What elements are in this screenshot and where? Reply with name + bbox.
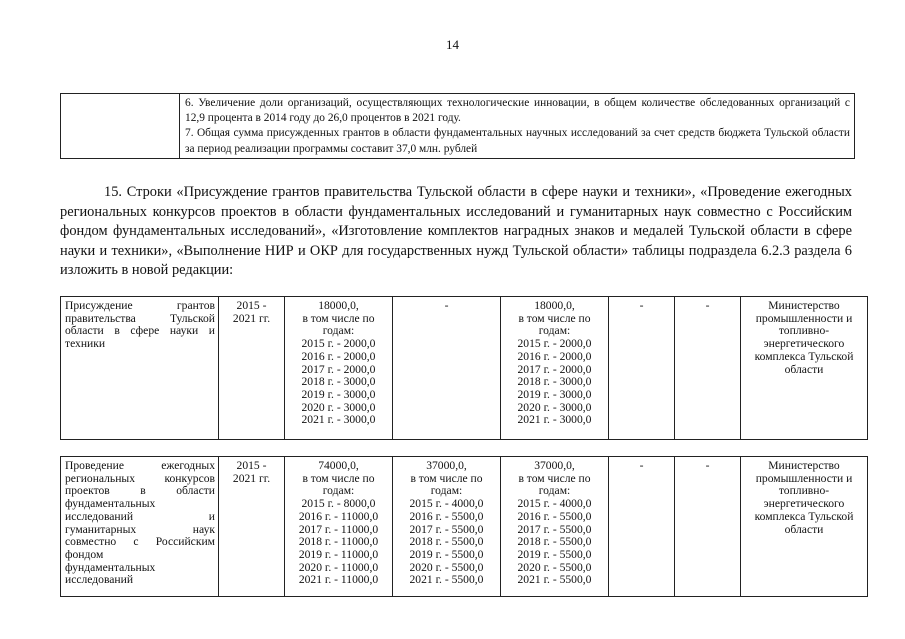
regional-line: в том числе по [518, 311, 591, 325]
executor-line: области [784, 362, 824, 376]
total-line: 2016 г. - 2000,0 [301, 349, 376, 363]
regional-line: 37000,0, [534, 459, 575, 472]
indicator-7: 7. Общая сумма присужденных грантов в области фундаментальных научных исследований за счет средств бюджета Тульской области за период реализации программы составит 37,0 млн. рублей [185, 127, 850, 155]
total-line: 2016 г. - 11000,0 [298, 509, 379, 523]
executor-line: энергетического [763, 497, 845, 511]
total-line: 2017 г. - 2000,0 [301, 362, 376, 376]
federal-cell [393, 297, 501, 439]
regional-line: 2016 г. - 5500,0 [517, 509, 592, 523]
executor-line: топливно- [778, 324, 830, 338]
total-line: 2021 г. - 11000,0 [298, 573, 379, 587]
event-name-line: Присуждение грантов [65, 299, 215, 312]
total-line: годам: [322, 484, 355, 498]
event-name-line: проектов в области [65, 484, 215, 498]
event-name-line: гуманитарных наук [65, 522, 215, 536]
total-cell [285, 297, 393, 439]
executor-line: комплекса Тульской [754, 349, 854, 363]
total-line: 18000,0, [318, 299, 359, 312]
other-cell: - [675, 457, 741, 596]
total-cell [285, 457, 393, 596]
total-line: 74000,0, [318, 459, 359, 472]
executor-line: топливно- [778, 484, 830, 498]
event-name-cell [61, 297, 219, 439]
federal-line: 2018 г. - 5500,0 [409, 535, 484, 549]
local-cell: - [609, 457, 675, 596]
executor-line: Министерство [768, 299, 840, 312]
indicators-cell [180, 94, 854, 158]
executor-cell [741, 457, 867, 596]
period-cell [219, 457, 285, 596]
period-line: 2015 - [236, 299, 267, 312]
total-line: 2020 г. - 3000,0 [301, 400, 376, 414]
regional-line: 2019 г. - 3000,0 [517, 387, 592, 401]
total-line: в том числе по [302, 311, 375, 325]
regional-cell [501, 297, 609, 439]
total-line: 2021 г. - 3000,0 [301, 413, 376, 427]
table-row [60, 456, 868, 597]
regional-line: 2021 г. - 5500,0 [517, 573, 592, 587]
event-name-line: области в сфере науки и [65, 324, 215, 338]
federal-line: 2017 г. - 5500,0 [409, 522, 484, 536]
total-line: в том числе по [302, 471, 375, 485]
executor-line: промышленности и [755, 311, 853, 325]
total-line: годам: [322, 324, 355, 338]
federal-line: годам: [430, 484, 463, 498]
event-name-cell [61, 457, 219, 596]
executor-line: промышленности и [755, 471, 853, 485]
event-name-line: исследований и [65, 509, 215, 523]
executor-line: Министерство [768, 459, 840, 472]
regional-line: 2015 г. - 2000,0 [517, 337, 592, 351]
period-line: 2021 гг. [232, 311, 271, 325]
period-line: 2015 - [236, 459, 267, 472]
event-name-line: исследований [65, 573, 134, 587]
regional-line: 2020 г. - 3000,0 [517, 400, 592, 414]
total-line: 2018 г. - 11000,0 [298, 535, 379, 549]
regional-line: годам: [538, 324, 571, 338]
federal-line: 2021 г. - 5500,0 [409, 573, 484, 587]
other-cell: - [675, 297, 741, 439]
event-name-line: фундаментальных [65, 497, 156, 511]
federal-line: - [444, 299, 449, 312]
executor-cell [741, 297, 867, 439]
period-cell [219, 297, 285, 439]
local-cell: - [609, 297, 675, 439]
event-name-line: фундаментальных [65, 560, 156, 574]
regional-line: 2016 г. - 2000,0 [517, 349, 592, 363]
event-name-line: Проведение ежегодных [65, 459, 215, 472]
regional-line: 2018 г. - 3000,0 [517, 375, 592, 389]
federal-line: 2016 г. - 5500,0 [409, 509, 484, 523]
federal-line: 2019 г. - 5500,0 [409, 547, 484, 561]
federal-line: 37000,0, [426, 459, 467, 472]
regional-line: 2017 г. - 2000,0 [517, 362, 592, 376]
event-name-line: правительства Тульской [65, 311, 215, 325]
regional-line: годам: [538, 484, 571, 498]
total-line: 2019 г. - 3000,0 [301, 387, 376, 401]
federal-cell [393, 457, 501, 596]
total-line: 2015 г. - 2000,0 [301, 337, 376, 351]
federal-line: 2015 г. - 4000,0 [409, 497, 484, 511]
executor-line: области [784, 522, 824, 536]
regional-line: в том числе по [518, 471, 591, 485]
table-row [60, 296, 868, 440]
total-line: 2015 г. - 8000,0 [301, 497, 376, 511]
event-name-line: техники [65, 337, 106, 351]
regional-line: 2018 г. - 5500,0 [517, 535, 592, 549]
federal-line: в том числе по [410, 471, 483, 485]
event-name-line: совместно с Российским [65, 535, 215, 549]
event-name-line: региональных конкурсов [65, 471, 215, 485]
regional-line: 2017 г. - 5500,0 [517, 522, 592, 536]
empty-cell [61, 94, 180, 158]
page-number: 14 [446, 37, 459, 52]
regional-line: 2015 г. - 4000,0 [517, 497, 592, 511]
continued-table [60, 93, 855, 159]
period-line: 2021 гг. [232, 471, 271, 485]
total-line: 2018 г. - 3000,0 [301, 375, 376, 389]
total-line: 2019 г. - 11000,0 [298, 547, 379, 561]
event-name-line: фондом [65, 547, 104, 561]
executor-line: комплекса Тульской [754, 509, 854, 523]
indicator-6: 6. Увеличение доли организаций, осуществляющих технологические инновации, в общем количестве обследованных организаций с 12,9 процента в 2014 году до 26,0 процентов в 2021 году. [185, 97, 850, 125]
federal-line: 2020 г. - 5500,0 [409, 560, 484, 574]
regional-line: 2019 г. - 5500,0 [517, 547, 592, 561]
regional-cell [501, 457, 609, 596]
regional-line: 18000,0, [534, 299, 575, 312]
total-line: 2017 г. - 11000,0 [298, 522, 379, 536]
amendment-paragraph: 15. Строки «Присуждение грантов правительства Тульской области в сфере науки и техники», «Проведение ежегодных региональных конкурсов проектов в области фундаментальных исследований и гуманитарных наук совместно с Российским фондом фундаментальных исследований», «Изготовление комплектов наградных знаков и медалей Тульской области в сфере науки и техники», «Выполнение НИР и ОКР для государственных нужд Тульской области» таблицы подраздела 6.2.3 раздела 6 изложить в новой редакции: [60, 184, 852, 279]
regional-line: 2021 г. - 3000,0 [517, 413, 592, 427]
executor-line: энергетического [763, 337, 845, 351]
regional-line: 2020 г. - 5500,0 [517, 560, 592, 574]
total-line: 2020 г. - 11000,0 [298, 560, 379, 574]
